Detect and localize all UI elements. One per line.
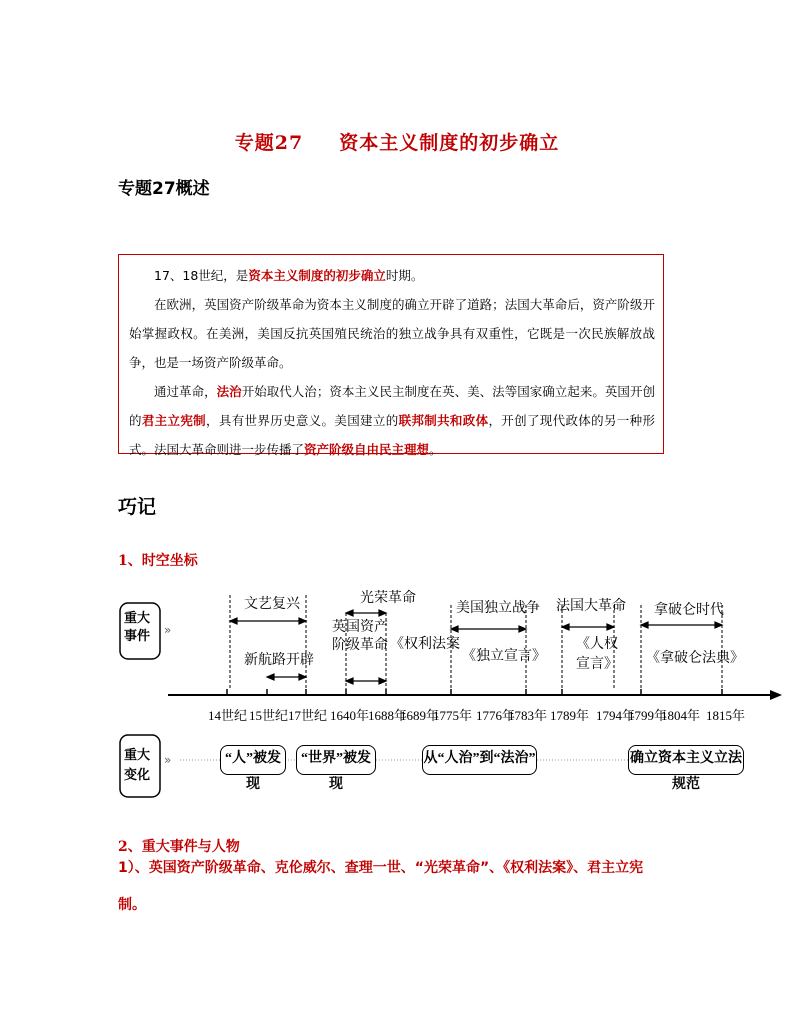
subsection-1-text: 1）、英国资产阶级革命、克伦威尔、查理一世、“光荣革命”、《权利法案》、君主立宪 <box>118 860 644 876</box>
page-title: 专题27 资本主义制度的初步确立 <box>234 132 560 154</box>
year-label: 1776年 <box>476 708 516 723</box>
summary-box <box>118 254 664 457</box>
change-person-discovered: “人”被发现 <box>220 745 286 775</box>
chevron-right-icon: » <box>164 623 172 637</box>
year-label: 1688年 <box>368 708 408 723</box>
year-label: 14世纪 <box>208 708 248 723</box>
event-rights-declaration: 《人权 宣言》 <box>576 637 618 672</box>
summary-paragraph-3: 通过革命，法治开始取代人治；资本主义民主制度在英、美、法等国家确立起来。英国开创的君主立宪制，具有世界历史意义。美国建立的联邦制共和政体，开创了现代政体的另一种形式。法国大革命则进一步传播了资产阶级自由民主理想。 <box>129 384 655 457</box>
section-2-title: 2、重大事件与人物 <box>118 839 240 855</box>
row-label-changes: 重大 变化 <box>124 747 151 782</box>
year-label: 1689年 <box>400 708 440 723</box>
year-label: 1640年 <box>330 708 370 723</box>
change-capitalist-legislation: 确立资本主义立法规范 <box>628 745 744 775</box>
year-label: 1794年 <box>596 708 636 723</box>
change-rule-of-law: 从“人治”到“法治” <box>422 745 537 775</box>
row-label-events: 重大 事件 <box>124 610 151 643</box>
event-renaissance: 文艺复兴 <box>244 597 300 612</box>
section-1-title: 1、时空坐标 <box>118 553 198 569</box>
event-napoleon-era: 拿破仑时代 <box>654 603 724 618</box>
summary-paragraph-2: 在欧洲，英国资产阶级革命为资本主义制度的确立开辟了道路；法国大革命后，资产阶级开始掌握政权。在美洲，美国反抗英国殖民统治的独立战争具有双重性，它既是一次民族解放战争，也是一场资产阶级革命。 <box>129 297 655 370</box>
year-label: 15世纪 <box>249 708 289 723</box>
event-french-revolution: 法国大革命 <box>556 599 626 614</box>
event-bill-of-rights: 《权利法案 <box>390 637 460 652</box>
summary-paragraph-1: 17、18世纪，是资本主义制度的初步确立时期。 <box>154 268 424 283</box>
timeline-diagram <box>110 585 790 805</box>
event-new-route: 新航路开辟 <box>244 653 314 668</box>
year-label: 1789年 <box>550 708 590 723</box>
event-declaration: 《独立宣言》 <box>462 649 546 664</box>
subsection-1-text-end: 制。 <box>118 897 146 913</box>
event-napoleon-code: 《拿破仑法典》 <box>646 651 744 666</box>
overview-heading: 专题27概述 <box>118 179 210 199</box>
year-label: 1783年 <box>508 708 548 723</box>
event-us-independence: 美国独立战争 <box>456 601 540 616</box>
year-label: 17世纪 <box>288 708 328 723</box>
year-label: 1804年 <box>661 708 701 723</box>
event-glorious-revolution: 光荣革命 <box>360 591 416 606</box>
year-label: 1799年 <box>628 708 668 723</box>
chevron-right-icon: » <box>164 753 172 767</box>
change-world-discovered: “世界”被发现 <box>296 745 376 775</box>
year-label: 1775年 <box>433 708 473 723</box>
qiaoji-heading: 巧记 <box>118 496 157 518</box>
year-label: 1815年 <box>706 708 746 723</box>
event-english-revolution: 英国资产 阶级革命 <box>332 620 388 653</box>
